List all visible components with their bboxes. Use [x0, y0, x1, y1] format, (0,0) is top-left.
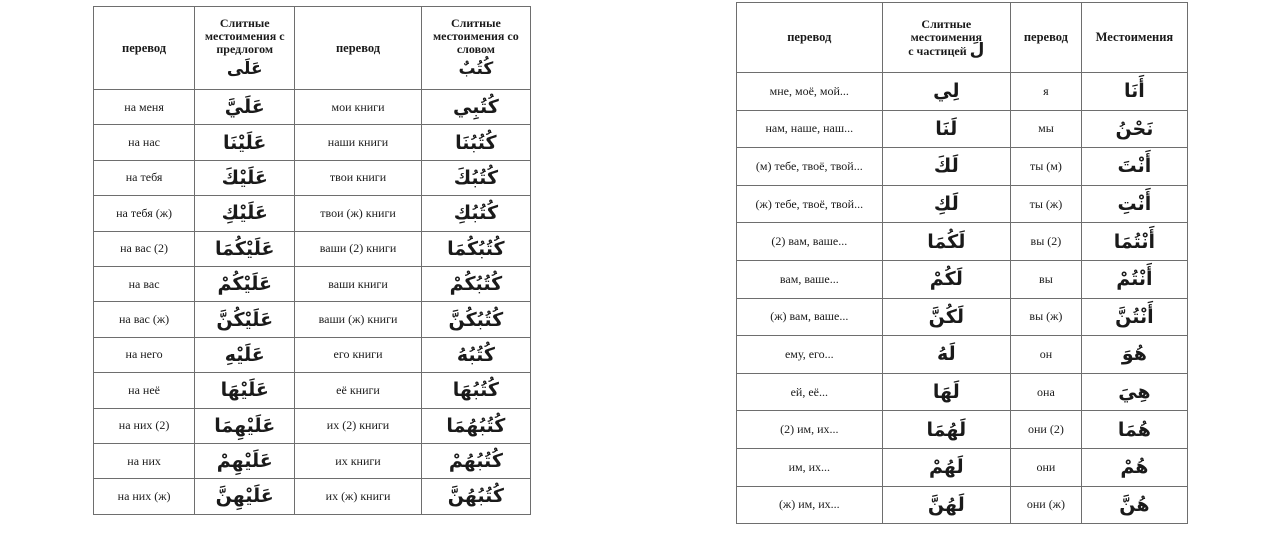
arabic-cell: أَنْتُمَا: [1081, 223, 1187, 261]
header-arabic-particle: لَ: [969, 39, 985, 60]
translation-cell: на тебя: [94, 160, 195, 195]
table-row: [737, 223, 1188, 261]
arabic-cell: لَهَا: [882, 373, 1010, 411]
translation-cell: (ж) им, их...: [737, 486, 883, 524]
translation-cell: ты (м): [1011, 148, 1082, 186]
arabic-cell: كُتُبُهُمْ: [421, 443, 530, 478]
header-translation: перевод: [1011, 3, 1082, 73]
table-row: [94, 90, 531, 125]
translation-cell: вы (2): [1011, 223, 1082, 261]
translation-cell: (ж) вам, ваше...: [737, 298, 883, 336]
header-translation: перевод: [94, 7, 195, 90]
header-translation: перевод: [295, 7, 421, 90]
translation-cell: вы (ж): [1011, 298, 1082, 336]
translation-cell: мне, моё, мой...: [737, 73, 883, 111]
arabic-cell: كُتُبُنَا: [421, 125, 530, 160]
arabic-cell: كُتُبُهُ: [421, 337, 530, 372]
table-row: [737, 110, 1188, 148]
table-row: [737, 448, 1188, 486]
table-row: [737, 185, 1188, 223]
arabic-cell: عَلَيْهَا: [195, 373, 295, 408]
arabic-cell: لَهُ: [882, 336, 1010, 374]
prepositional-pronouns-table: [93, 6, 531, 515]
header-label-particle: с частицей: [908, 43, 967, 58]
arabic-cell: لَهُمَا: [882, 411, 1010, 449]
arabic-cell: عَلَيْهِمَا: [195, 408, 295, 443]
table-row: [94, 337, 531, 372]
arabic-cell: لَكُنَّ: [882, 298, 1010, 336]
arabic-cell: كُتُبُكُمَا: [421, 231, 530, 266]
header-label: Слитные местоимения с предлогом: [204, 15, 285, 56]
translation-cell: вам, ваше...: [737, 260, 883, 298]
arabic-cell: عَلَيْكِ: [195, 196, 295, 231]
table-row: [737, 486, 1188, 524]
translation-cell: на неё: [94, 373, 195, 408]
translation-cell: он: [1011, 336, 1082, 374]
header-label: Слитные местоимения со словом: [432, 15, 519, 56]
arabic-cell: أَنْتِ: [1081, 185, 1187, 223]
translation-cell: им, их...: [737, 448, 883, 486]
arabic-cell: كُتُبُهُمَا: [421, 408, 530, 443]
arabic-cell: أَنَا: [1081, 73, 1187, 111]
translation-cell: она: [1011, 373, 1082, 411]
translation-cell: на вас (2): [94, 231, 195, 266]
translation-cell: на них (2): [94, 408, 195, 443]
translation-cell: его книги: [295, 337, 421, 372]
translation-cell: я: [1011, 73, 1082, 111]
translation-cell: они (ж): [1011, 486, 1082, 524]
translation-cell: мои книги: [295, 90, 421, 125]
translation-cell: на него: [94, 337, 195, 372]
translation-cell: они: [1011, 448, 1082, 486]
header-pronoun-with-particle: [882, 3, 1010, 73]
arabic-cell: لَكُمَا: [882, 223, 1010, 261]
arabic-cell: نَحْنُ: [1081, 110, 1187, 148]
table-row: [737, 411, 1188, 449]
translation-cell: (2) им, их...: [737, 411, 883, 449]
arabic-cell: كُتُبُكَ: [421, 160, 530, 195]
translation-cell: ты (ж): [1011, 185, 1082, 223]
arabic-cell: أَنْتَ: [1081, 148, 1187, 186]
translation-cell: (2) вам, ваше...: [737, 223, 883, 261]
table-row: [94, 302, 531, 337]
arabic-cell: كُتُبُهَا: [421, 373, 530, 408]
arabic-cell: كُتُبُهُنَّ: [421, 479, 530, 514]
arabic-cell: عَلَيْهِمْ: [195, 443, 295, 478]
table-row: [94, 479, 531, 514]
table-row: [94, 408, 531, 443]
arabic-cell: عَلَيْهِ: [195, 337, 295, 372]
table-header-row: [94, 7, 531, 90]
translation-cell: ваши (ж) книги: [295, 302, 421, 337]
header-label: Слитные местоимения: [910, 16, 983, 44]
translation-cell: на них: [94, 443, 195, 478]
table-row: [94, 196, 531, 231]
translation-cell: ваши (2) книги: [295, 231, 421, 266]
translation-cell: на меня: [94, 90, 195, 125]
table-header-row: [737, 3, 1188, 73]
arabic-cell: عَلَيْكُمَا: [195, 231, 295, 266]
translation-cell: их книги: [295, 443, 421, 478]
translation-cell: на тебя (ж): [94, 196, 195, 231]
table-row: [737, 336, 1188, 374]
table-row: [94, 373, 531, 408]
translation-cell: ей, её...: [737, 373, 883, 411]
translation-cell: твои (ж) книги: [295, 196, 421, 231]
translation-cell: они (2): [1011, 411, 1082, 449]
table-row: [737, 73, 1188, 111]
translation-cell: на вас: [94, 266, 195, 301]
header-translation: перевод: [737, 3, 883, 73]
arabic-cell: هُمَا: [1081, 411, 1187, 449]
header-pronoun-with-preposition: [195, 7, 295, 90]
translation-cell: твои книги: [295, 160, 421, 195]
header-arabic-word: كُتُبٌ: [458, 58, 494, 79]
particle-pronouns-table: [736, 2, 1188, 524]
arabic-cell: لَنَا: [882, 110, 1010, 148]
table-row: [737, 260, 1188, 298]
translation-cell: их (2) книги: [295, 408, 421, 443]
translation-cell: (ж) тебе, твоё, твой...: [737, 185, 883, 223]
translation-cell: (м) тебе, твоё, твой...: [737, 148, 883, 186]
arabic-cell: عَلَيْهِنَّ: [195, 479, 295, 514]
translation-cell: мы: [1011, 110, 1082, 148]
arabic-cell: لَكِ: [882, 185, 1010, 223]
arabic-cell: عَلَيْنَا: [195, 125, 295, 160]
translation-cell: её книги: [295, 373, 421, 408]
arabic-cell: أَنْتُنَّ: [1081, 298, 1187, 336]
arabic-cell: هُوَ: [1081, 336, 1187, 374]
arabic-cell: لَكُمْ: [882, 260, 1010, 298]
header-arabic-preposition: عَلَى: [226, 58, 263, 79]
arabic-cell: هُمْ: [1081, 448, 1187, 486]
table-row: [94, 266, 531, 301]
translation-cell: наши книги: [295, 125, 421, 160]
table-row: [737, 298, 1188, 336]
arabic-cell: لَكَ: [882, 148, 1010, 186]
arabic-cell: كُتُبِي: [421, 90, 530, 125]
arabic-cell: عَلَيَّ: [195, 90, 295, 125]
translation-cell: ваши книги: [295, 266, 421, 301]
table-row: [737, 373, 1188, 411]
arabic-cell: كُتُبُكُنَّ: [421, 302, 530, 337]
translation-cell: на нас: [94, 125, 195, 160]
translation-cell: их (ж) книги: [295, 479, 421, 514]
table-row: [94, 231, 531, 266]
table-row: [737, 148, 1188, 186]
header-pronouns: Местоимения: [1081, 3, 1187, 73]
arabic-cell: كُتُبُكُمْ: [421, 266, 530, 301]
arabic-cell: عَلَيْكُمْ: [195, 266, 295, 301]
translation-cell: на вас (ж): [94, 302, 195, 337]
arabic-cell: لَهُنَّ: [882, 486, 1010, 524]
translation-cell: на них (ж): [94, 479, 195, 514]
arabic-cell: هُنَّ: [1081, 486, 1187, 524]
arabic-cell: كُتُبُكِ: [421, 196, 530, 231]
table-row: [94, 160, 531, 195]
arabic-cell: أَنْتُمْ: [1081, 260, 1187, 298]
arabic-cell: لَهُمْ: [882, 448, 1010, 486]
translation-cell: вы: [1011, 260, 1082, 298]
arabic-cell: عَلَيْكَ: [195, 160, 295, 195]
header-pronoun-with-word: [421, 7, 530, 90]
arabic-cell: لِي: [882, 73, 1010, 111]
arabic-cell: هِيَ: [1081, 373, 1187, 411]
table-row: [94, 443, 531, 478]
table-row: [94, 125, 531, 160]
translation-cell: ему, его...: [737, 336, 883, 374]
arabic-cell: عَلَيْكُنَّ: [195, 302, 295, 337]
translation-cell: нам, наше, наш...: [737, 110, 883, 148]
